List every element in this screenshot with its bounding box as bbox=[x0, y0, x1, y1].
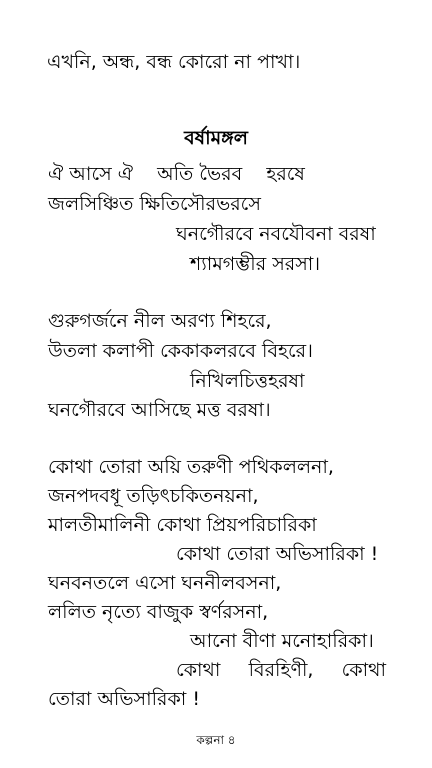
poem-title: বর্ষামঙ্গল bbox=[184, 127, 248, 149]
previous-poem-last-line: এখনি, অন্ধ, বন্ধ কোরো না পাখা। bbox=[47, 51, 301, 73]
poem-line: জনপদবধূ তড়িৎচকিতনয়না, bbox=[48, 485, 259, 507]
poem-line: শ্যামগম্ভীর সরসা। bbox=[190, 253, 321, 275]
poem-line: ললিত নৃত্যে বাজুক স্বর্ণরসনা, bbox=[48, 601, 269, 623]
poem-line: নিখিলচিত্তহরষা bbox=[190, 370, 305, 392]
poem-word: কোথা bbox=[176, 659, 221, 681]
poem-line: জলসিঞ্চিত ক্ষিতিসৌরভরসে bbox=[48, 193, 261, 215]
poem-word: কোথা bbox=[341, 659, 386, 681]
poem-line: ঘনগৌরবে আসিছে মত্ত বরষা। bbox=[48, 399, 271, 421]
poem-line: কোথা তোরা অভিসারিকা ! bbox=[176, 543, 379, 565]
poem-line: তোরা অভিসারিকা ! bbox=[48, 688, 200, 710]
poem-line: ঘনগৌরবে নবযৌবনা বরষা bbox=[176, 223, 376, 245]
poem-line: উতলা কলাপী কেকাকলরবে বিহরে। bbox=[48, 340, 313, 362]
poem-line: ঘনবনতলে এসো ঘননীলবসনা, bbox=[48, 572, 282, 594]
poem-line-justified bbox=[176, 658, 386, 682]
poem-line: গুরুগর্জনে নীল অরণ্য শিহরে, bbox=[48, 310, 272, 332]
poem-line: আনো বীণা মনোহারিকা। bbox=[190, 630, 374, 652]
page-footer: কল্পনা ৪ bbox=[196, 733, 236, 747]
poem-line: কোথা তোরা অয়ি তরুণী পথিকললনা, bbox=[48, 456, 334, 478]
poem-line: ঐ আসে ঐ অতি ভৈরব হরষে bbox=[48, 163, 305, 185]
poem-word: বিরহিণী, bbox=[248, 659, 314, 681]
poem-line: মালতীমালিনী কোথা প্রিয়পরিচারিকা bbox=[48, 514, 317, 536]
